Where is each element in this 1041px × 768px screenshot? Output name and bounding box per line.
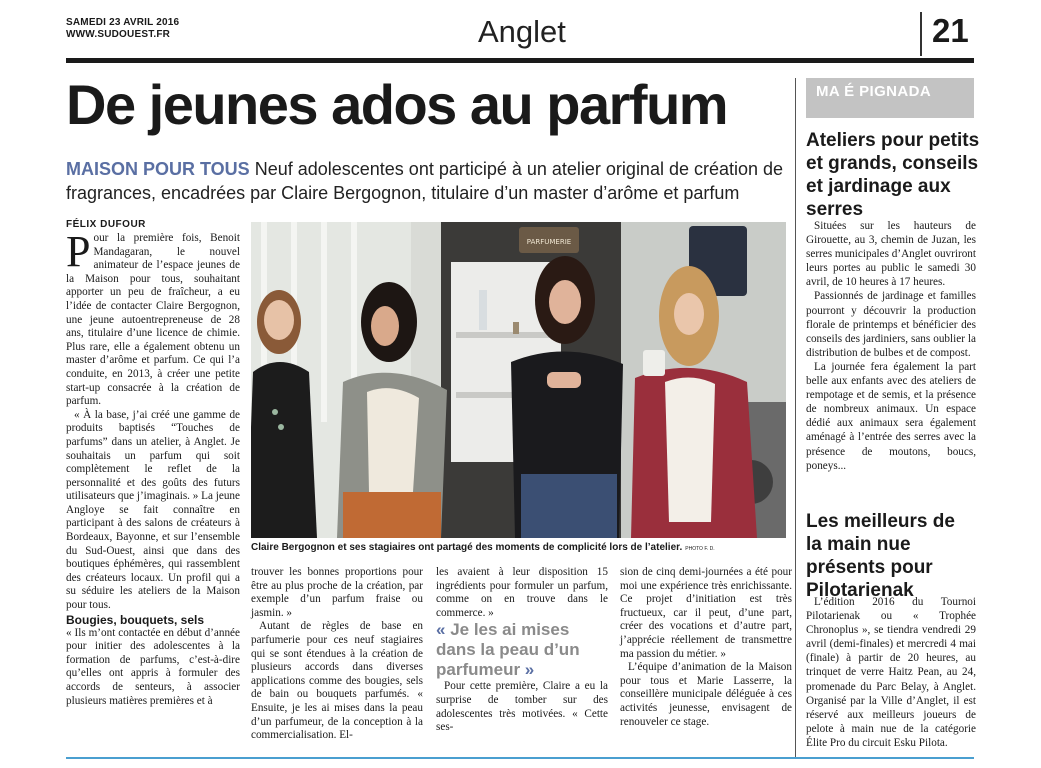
paragraph: trouver les bonnes proportions pour être au plus proche de la création, par exemple d’un parfum fraise ou jasmin. » [251, 566, 423, 619]
photo-illustration [251, 222, 786, 538]
shop-sign: PARFUMERIE [526, 238, 572, 246]
close-quote-mark: » [520, 660, 535, 680]
pull-quote [436, 620, 608, 680]
photo-credit: PHOTO F. D. [685, 546, 715, 552]
paragraph: « Ils m’ont contactée en début d’année pour initier des adolescentes à la formation de parfums, c’est-à-dire qu’elles ont appris à formuler des accords de senteurs, à associer plusieurs matières premières et à [66, 626, 240, 707]
paragraph: L’édition 2016 du Tournoi Pilotarienak ou « Trophée Chronoplus », se tiendra vendredi 29 avril (demi-finales) et mercredi 4 mai (finale) à partir de 20 heures, au trinquet de verre Haitz Pean, au 24, promenade du Parc Belay, à Anglet. Organisé par la Ville d’Anglet, il est réservé aux meilleurs joueurs de pelote à main nue de la catégorie Élite Pro du circuit Esku Pilota. [806, 596, 976, 749]
page-date [66, 17, 179, 41]
website: WWW.SUDOUEST.FR [66, 29, 171, 40]
drop-cap: P [66, 227, 91, 276]
sidebar-divider [795, 78, 796, 758]
paragraph: sion de cinq demi-journées a été pour moi une expérience très enrichissante. Ce projet d’initiation est très fructueux, car il peut, d’une part, créer des vocations et d’autre part, j’apprécie réellement de transmettre ma passion du métier. » [620, 566, 792, 660]
section-title: Anglet [478, 14, 566, 49]
sidebar-title-1: Ateliers pour petits et grands, conseils et jardinage aux serres [806, 130, 980, 220]
paragraph: L’équipe d’animation de la Maison pour tous et Marie Lasserre, la conseillère municipale déléguée à ces activités jeunesse, envisagent de renouveler ce stage. [620, 661, 792, 728]
sidebar-title-2: Les meilleurs de la main nue présents pour Pilotarienak [806, 511, 955, 601]
open-quote-mark: « [436, 620, 451, 640]
paragraph: « À la base, j’ai créé une gamme de produits baptisés “Touches de parfums” dans un atelier, à Anglet. Je souhaitais un parfum qui soit complètement le reflet de la personnalité et des goûts des futurs utilisateurs que j’imaginais. » La jeune Angloye se fait connaître en participant à des salons de créateurs à Bordeaux, Bayonne, et sur l’ensemble du Sud-Ouest, ainsi que dans des boutiques éphémères, qui rassemblent des créateurs locaux. Un profil qui a su séduire les ateliers de la Maison pour tous. [66, 408, 240, 612]
pull-quote-text: Je les ai mises dans la peau d’un parfumeur [436, 620, 580, 680]
page-number: 21 [932, 12, 969, 49]
sidebar-tag: MA É PIGNADA [806, 78, 974, 118]
article-column-1 [66, 227, 240, 708]
paragraph: our la première fois, Benoit Mandagaran, le nouvel animateur de l’espace jeunes de la Maison pour tous, souhaitant apporter un peu de fraîcheur, a eu l’idée de contacter Claire Bergognon, une jeune autoentrepreneuse de 28 ans, titulaire d’une licence de chimie. Plus rare, elle a également obtenu un master d’arôme et parfum. Ce qui l’a conduite, en 2013, à créer une petite start-up consacrée à la création de parfum. [66, 232, 240, 408]
article-kicker: MAISON POUR TOUS [66, 159, 250, 179]
byline: FÉLIX DUFOUR [66, 219, 146, 230]
standfirst-text: Neuf adolescentes ont participé à un atelier original de création de fragrances, encadrées par Claire Bergognon, titulaire d’un master d’arôme et parfum [66, 159, 784, 203]
sidebar-article-2 [806, 595, 976, 750]
edition-date: SAMEDI 23 AVRIL 2016 [66, 17, 180, 28]
article-column-3 [436, 566, 608, 735]
article-column-4 [620, 566, 792, 729]
paragraph: Autant de règles de base en parfumerie pour ces neuf stagiaires qui se sont étendues à la création de plusieurs accords dans diverses applications comme des bougies, sels de bain ou bouquets parfumés. « Ensuite, je les ai mises dans la peau d’un parfumeur, de la conception à la commercialisation. El- [251, 620, 423, 742]
sidebar-article-1 [806, 219, 976, 473]
paragraph: Pour cette première, Claire a eu la surprise de tomber sur des adolescentes très motivées. « Cette ses- [436, 680, 608, 734]
article-standfirst [66, 157, 796, 205]
header-divider [920, 12, 922, 56]
paragraph: La journée fera également la part belle aux enfants avec des ateliers de rempotage et de semis, et la présence de nombreux animaux. Un espace dédié aux animaux sera également aménagé à l’entrée des serres avec la présence de moutons, boucs, poneys... [806, 360, 976, 472]
paragraph: Passionnés de jardinage et familles pourront y découvrir la production florale de printemps et bénéficier des conseils des jardiniers, sans oublier la distribution de bulbes et de compost. [806, 290, 976, 359]
bottom-rule [66, 757, 974, 759]
article-photo [251, 222, 786, 538]
paragraph: les avaient à leur disposition 15 ingrédients pour formuler un parfum, comme on en trouve dans le commerce. » [436, 566, 608, 619]
photo-caption [251, 541, 786, 556]
subheading: Bougies, bouquets, sels [66, 612, 205, 627]
header-rule [66, 58, 974, 63]
article-column-2 [251, 566, 423, 743]
caption-text: Claire Bergognon et ses stagiaires ont partagé des moments de complicité lors de l’atelier. [251, 542, 683, 553]
article-headline: De jeunes ados au parfum [66, 73, 728, 136]
paragraph: Situées sur les hauteurs de Girouette, au 3, chemin de Juzan, les serres municipales d’Anglet ouvriront leurs portes au public le samedi 30 avril, de 10 heures à 17 heures. [806, 220, 976, 289]
